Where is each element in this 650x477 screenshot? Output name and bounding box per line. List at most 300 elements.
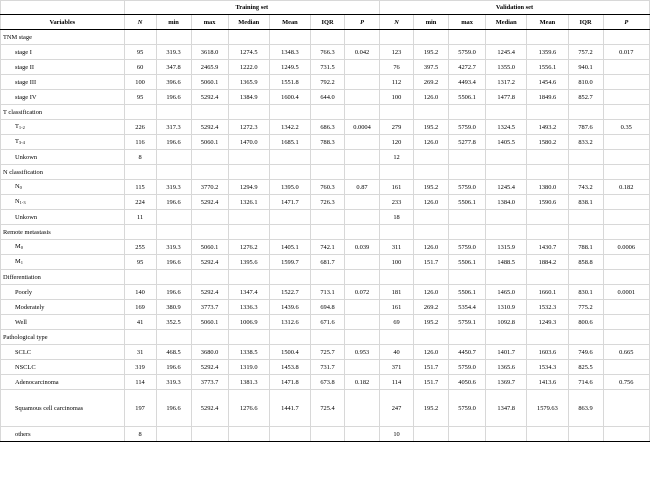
empty-cell [486,330,527,345]
empty-cell [124,225,156,240]
empty-cell [156,270,191,285]
row-label-text: SCLC [15,348,31,356]
empty-cell [191,225,228,240]
table-cell [269,150,310,165]
empty-cell [449,270,486,285]
empty-cell [345,225,380,240]
table-cell: 5292.4 [191,360,228,375]
table-cell: 11 [124,210,156,225]
table-cell: 10 [380,427,414,442]
table-cell: 0.953 [345,345,380,360]
row-label [1,210,125,225]
row-label [1,45,125,60]
table-cell: 731.5 [311,60,345,75]
row-label-subscript: 1-2 [18,125,25,130]
column-header-row [1,15,650,30]
row-label [1,240,125,255]
empty-cell [486,30,527,45]
table-cell: 60 [124,60,156,75]
row-label-text: NSCLC [15,363,36,371]
row-label-text: Unkown [15,153,38,161]
table-cell: 4272.7 [449,60,486,75]
table-cell: 644.0 [311,90,345,105]
table-cell: 69 [380,315,414,330]
table-row [1,345,650,360]
table-cell: 3680.0 [191,345,228,360]
row-label-subscript: 1 [20,260,23,265]
table-cell: 1365.6 [486,360,527,375]
row-label-text: Poorly [15,288,33,296]
table-cell: 5292.4 [191,255,228,270]
table-cell: 1324.5 [486,120,527,135]
table-cell: 126.0 [414,135,449,150]
table-cell: 1338.5 [228,345,269,360]
table-row [1,120,650,135]
table-cell [568,210,603,225]
empty-cell [380,270,414,285]
column-header: max [449,15,486,30]
table-cell: 140 [124,285,156,300]
table-cell: 1347.4 [228,285,269,300]
table-cell: 1274.5 [228,45,269,60]
table-cell [603,255,649,270]
table-cell [345,390,380,427]
table-cell: 5759.1 [449,315,486,330]
table-cell: 5292.4 [191,90,228,105]
table-cell: 126.0 [414,195,449,210]
table-cell: 195.2 [414,120,449,135]
table-cell: 810.0 [568,75,603,90]
table-cell: 12 [380,150,414,165]
table-row [1,360,650,375]
table-cell: 255 [124,240,156,255]
column-header: N [380,15,414,30]
table-cell: 833.2 [568,135,603,150]
category-row [1,165,650,180]
empty-cell [311,105,345,120]
table-cell: 5060.1 [191,135,228,150]
table-cell [228,150,269,165]
table-cell: 123 [380,45,414,60]
table-row [1,90,650,105]
table-body [1,30,650,442]
empty-cell [191,330,228,345]
table-cell: 681.7 [311,255,345,270]
table-row [1,427,650,442]
row-label-text: T [15,123,19,130]
table-cell: 8 [124,150,156,165]
table-cell: 940.1 [568,60,603,75]
row-label-text: stage III [15,78,37,86]
table-cell: 196.6 [156,195,191,210]
table-cell: 151.7 [414,255,449,270]
table-cell: 4050.6 [449,375,486,390]
table-cell: 1405.5 [486,135,527,150]
empty-cell [345,30,380,45]
table-cell: 1245.4 [486,45,527,60]
table-cell [414,150,449,165]
row-label-text: N [15,198,20,205]
empty-cell [156,225,191,240]
table-cell [603,360,649,375]
table-cell: 319.3 [156,45,191,60]
table-cell: 0.756 [603,375,649,390]
table-cell: 1556.1 [527,60,568,75]
table-cell: 852.7 [568,90,603,105]
table-cell: 3773.7 [191,375,228,390]
table-cell [345,255,380,270]
table-cell: 726.3 [311,195,345,210]
table-cell: 126.0 [414,285,449,300]
table-row [1,300,650,315]
row-label-subscript: 1-3 [19,200,26,205]
empty-cell [124,105,156,120]
table-cell [345,210,380,225]
table-cell: 1551.8 [269,75,310,90]
category-label: TNM stage [1,30,125,45]
table-cell: 1470.0 [228,135,269,150]
empty-cell [527,165,568,180]
table-cell [311,210,345,225]
table-cell: 1441.7 [269,390,310,427]
table-row [1,240,650,255]
table-cell: 1272.3 [228,120,269,135]
table-cell: 3770.2 [191,180,228,195]
row-label [1,390,125,427]
table-cell: 1245.4 [486,180,527,195]
table-cell: 694.8 [311,300,345,315]
table-cell [345,60,380,75]
table-cell: 233 [380,195,414,210]
table-cell: 1493.2 [527,120,568,135]
empty-cell [486,225,527,240]
table-cell [603,195,649,210]
table-cell: 5506.1 [449,285,486,300]
row-label-text: M [15,258,21,265]
table-cell: 792.2 [311,75,345,90]
table-cell: 161 [380,180,414,195]
table-cell: 0.35 [603,120,649,135]
table-cell: 1413.6 [527,375,568,390]
empty-cell [486,270,527,285]
table-cell: 269.2 [414,300,449,315]
table-cell: 8 [124,427,156,442]
table-cell [603,300,649,315]
empty-cell [380,225,414,240]
table-cell: 2465.9 [191,60,228,75]
empty-cell [603,165,649,180]
table-cell: 1336.3 [228,300,269,315]
row-label-text: Squamous cell carcinomas [15,404,84,412]
table-cell: 347.8 [156,60,191,75]
table-cell: 1453.8 [269,360,310,375]
table-cell [269,210,310,225]
table-cell: 1685.1 [269,135,310,150]
empty-cell [124,30,156,45]
empty-cell [568,30,603,45]
table-cell: 1488.5 [486,255,527,270]
category-label: Remote metastasis [1,225,125,240]
table-cell [191,150,228,165]
empty-cell [527,225,568,240]
table-cell: 1347.8 [486,390,527,427]
table-cell: 838.1 [568,195,603,210]
table-cell: 1401.7 [486,345,527,360]
table-cell: 5354.4 [449,300,486,315]
table-cell [311,427,345,442]
row-label [1,300,125,315]
table-cell: 196.6 [156,390,191,427]
row-label-text: M [15,243,21,250]
table-cell: 1439.6 [269,300,310,315]
table-cell: 196.6 [156,255,191,270]
empty-cell [345,270,380,285]
table-cell [269,427,310,442]
table-cell [156,150,191,165]
table-cell: 1359.6 [527,45,568,60]
table-cell: 380.9 [156,300,191,315]
table-row [1,135,650,150]
empty-cell [414,270,449,285]
table-cell: 686.3 [311,120,345,135]
training-set-header: Training set [124,1,379,15]
table-cell: 1465.0 [486,285,527,300]
table-cell [603,210,649,225]
empty-cell [449,30,486,45]
table-cell [414,210,449,225]
row-label-subscript: 0 [20,245,23,250]
category-row [1,270,650,285]
table-cell: 1430.7 [527,240,568,255]
column-header: P [345,15,380,30]
table-cell: 181 [380,285,414,300]
table-cell: 5506.1 [449,195,486,210]
table-cell: 196.6 [156,90,191,105]
empty-cell [527,30,568,45]
table-cell: 1590.6 [527,195,568,210]
table-cell [603,150,649,165]
row-label-text: Adenocarcinoma [15,378,59,386]
table-cell: 151.7 [414,375,449,390]
row-label-text: Moderately [15,303,45,311]
table-row [1,285,650,300]
table-cell: 775.2 [568,300,603,315]
table-cell [228,210,269,225]
empty-cell [269,270,310,285]
table-cell: 1384.0 [486,195,527,210]
table-row [1,375,650,390]
table-cell: 120 [380,135,414,150]
table-cell: 95 [124,255,156,270]
empty-cell [527,270,568,285]
table-cell: 1522.7 [269,285,310,300]
table-cell: 1006.9 [228,315,269,330]
empty-cell [191,165,228,180]
empty-cell [414,225,449,240]
table-cell [156,427,191,442]
table-cell: 114 [380,375,414,390]
table-cell: 195.2 [414,180,449,195]
table-cell: 0.182 [345,375,380,390]
empty-cell [380,30,414,45]
table-cell: 1395.0 [269,180,310,195]
table-cell [486,150,527,165]
empty-cell [380,165,414,180]
table-cell: 1600.4 [269,90,310,105]
table-cell [603,60,649,75]
table-cell: 5292.4 [191,120,228,135]
table-cell: 5292.4 [191,195,228,210]
table-cell: 5060.1 [191,315,228,330]
table-cell: 151.7 [414,360,449,375]
table-cell: 766.3 [311,45,345,60]
group-header-row [1,1,650,15]
table-cell [191,427,228,442]
row-label [1,360,125,375]
category-row [1,30,650,45]
table-cell: 5506.1 [449,90,486,105]
table-cell: 863.9 [568,390,603,427]
table-cell: 800.6 [568,315,603,330]
table-cell [449,210,486,225]
empty-cell [228,105,269,120]
table-cell: 749.6 [568,345,603,360]
row-label [1,285,125,300]
table-cell: 1471.7 [269,195,310,210]
table-cell: 279 [380,120,414,135]
empty-cell [191,105,228,120]
table-cell: 5759.0 [449,360,486,375]
table-cell [527,150,568,165]
table-cell [345,195,380,210]
category-label: N classification [1,165,125,180]
table-cell: 4450.7 [449,345,486,360]
table-cell [414,427,449,442]
table-cell: 1660.1 [527,285,568,300]
empty-cell [124,270,156,285]
table-cell: 673.8 [311,375,345,390]
empty-cell [449,165,486,180]
table-cell: 100 [124,75,156,90]
table-row [1,210,650,225]
table-cell: 1294.9 [228,180,269,195]
table-cell [527,210,568,225]
column-header: min [156,15,191,30]
empty-cell [191,30,228,45]
row-label [1,375,125,390]
table-cell: 5277.8 [449,135,486,150]
table-cell: 1317.2 [486,75,527,90]
table-cell: 1405.1 [269,240,310,255]
table-cell: 0.017 [603,45,649,60]
table-cell: 3773.7 [191,300,228,315]
table-cell: 671.6 [311,315,345,330]
table-cell: 5759.0 [449,390,486,427]
table-cell: 468.5 [156,345,191,360]
table-cell: 0.039 [345,240,380,255]
row-label [1,315,125,330]
empty-cell [228,30,269,45]
table-cell: 100 [380,255,414,270]
category-label: Pathological type [1,330,125,345]
table-row [1,390,650,427]
table-cell: 1348.3 [269,45,310,60]
empty-cell [527,330,568,345]
empty-cell [228,165,269,180]
table-cell: 224 [124,195,156,210]
row-label [1,195,125,210]
table-cell: 1249.5 [269,60,310,75]
category-row [1,225,650,240]
table-cell: 311 [380,240,414,255]
table-cell: 714.6 [568,375,603,390]
row-label-text: stage IV [15,93,37,101]
table-cell: 5506.1 [449,255,486,270]
table-cell: 0.042 [345,45,380,60]
table-cell: 352.5 [156,315,191,330]
table-cell: 757.2 [568,45,603,60]
table-cell: 1276.6 [228,390,269,427]
table-cell: 788.3 [311,135,345,150]
table-cell: 1599.7 [269,255,310,270]
empty-cell [311,270,345,285]
row-label [1,255,125,270]
table-cell: 5759.0 [449,120,486,135]
row-label-text: Well [15,318,27,326]
empty-cell [568,105,603,120]
empty-cell [568,225,603,240]
table-cell: 1312.6 [269,315,310,330]
table-cell: 247 [380,390,414,427]
empty-cell [568,330,603,345]
table-cell: 1477.8 [486,90,527,105]
table-row [1,195,650,210]
group-header-empty [1,1,125,15]
table-cell: 0.0004 [345,120,380,135]
table-cell: 788.1 [568,240,603,255]
table-cell: 725.4 [311,390,345,427]
empty-cell [228,330,269,345]
empty-cell [380,330,414,345]
empty-cell [156,30,191,45]
table-row [1,255,650,270]
table-cell: 95 [124,45,156,60]
empty-cell [345,105,380,120]
row-label [1,60,125,75]
row-label-text: stage II [15,63,34,71]
empty-cell [568,270,603,285]
table-cell [603,427,649,442]
empty-cell [124,165,156,180]
column-header: Mean [269,15,310,30]
table-row [1,150,650,165]
row-label-text: N [15,183,20,190]
empty-cell [414,30,449,45]
empty-cell [156,105,191,120]
table-cell: 1355.0 [486,60,527,75]
empty-cell [414,105,449,120]
table-cell: 319 [124,360,156,375]
table-cell: 161 [380,300,414,315]
table-cell: 1310.9 [486,300,527,315]
table-cell: 5759.0 [449,180,486,195]
table-cell: 3618.0 [191,45,228,60]
empty-cell [603,225,649,240]
table-cell: 1365.9 [228,75,269,90]
empty-cell [449,105,486,120]
empty-cell [269,165,310,180]
category-label: T classification [1,105,125,120]
